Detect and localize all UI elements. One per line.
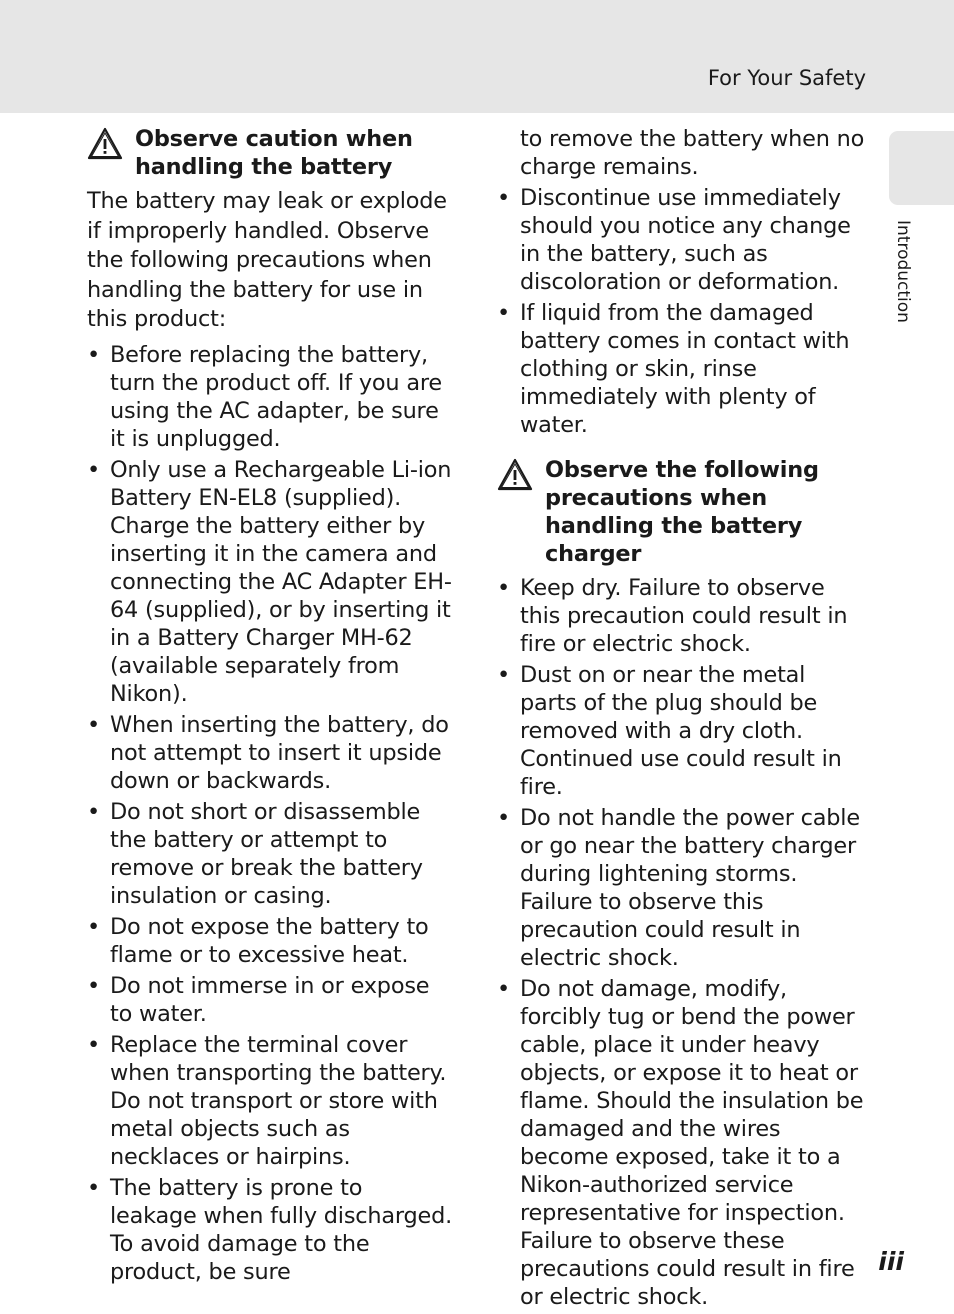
- battery-caution-heading: [87, 125, 455, 181]
- list-item: • Do not immerse in or expose to water.: [87, 972, 455, 1028]
- list-item-continuation: to remove the battery when no charge remains.: [520, 126, 865, 180]
- list-item: • Replace the terminal cover when transporting the battery. Do not transport or store with metal objects such as necklaces or hairpins.: [87, 1031, 455, 1171]
- list-item: • Do not expose the battery to flame or to excessive heat.: [87, 913, 455, 969]
- charger-caution-heading: [497, 456, 865, 568]
- warning-triangle-icon: [497, 458, 533, 492]
- header-band: [0, 0, 954, 113]
- battery-precautions-continued-list: [497, 125, 865, 439]
- left-column: [87, 125, 455, 1289]
- list-item: • Do not damage, modify, forcibly tug or bend the power cable, place it under heavy objects, or expose it to heat or flame. Should the insulation be damaged and the wires become exposed, take it to a Nikon-authorized service representative for inspection. Failure to observe these precautions could result in fire or electric shock.: [497, 975, 865, 1311]
- heading-text: Observe the following precautions when handling the battery charger: [545, 457, 819, 567]
- warning-triangle-icon: [87, 127, 123, 161]
- list-item: • Do not short or disassemble the battery or attempt to remove or break the battery insulation or casing.: [87, 798, 455, 910]
- list-item: • When inserting the battery, do not attempt to insert it upside down or backwards.: [87, 711, 455, 795]
- intro-paragraph: The battery may leak or explode if improperly handled. Observe the following precautions when handling the battery for use in this product:: [87, 188, 447, 332]
- charger-precautions-list: [497, 574, 865, 1311]
- list-item: • Keep dry. Failure to observe this precaution could result in fire or electric shock.: [497, 574, 865, 658]
- page-number: iii: [878, 1247, 904, 1276]
- chapter-tab-label: Introduction: [893, 220, 913, 323]
- list-item: • Do not handle the power cable or go near the battery charger during lightening storms. Failure to observe this precaution could result in electric shock.: [497, 804, 865, 972]
- battery-precautions-list: [87, 341, 455, 1286]
- heading-text: Observe caution when handling the battery: [135, 126, 413, 180]
- section-title: For Your Safety: [707, 66, 866, 90]
- list-item: • Only use a Rechargeable Li-ion Battery EN-EL8 (supplied). Charge the battery either by inserting it in the camera and connecting the AC Adapter EH-64 (supplied), or by inserting it in a Battery Charger MH-62 (available separately from Nikon).: [87, 456, 455, 708]
- right-column: [497, 125, 865, 1314]
- list-item: • The battery is prone to leakage when fully discharged. To avoid damage to the product, be sure: [87, 1174, 455, 1286]
- list-item: • Discontinue use immediately should you notice any change in the battery, such as discoloration or deformation.: [497, 184, 865, 296]
- list-item: • If liquid from the damaged battery comes in contact with clothing or skin, rinse immediately with plenty of water.: [497, 299, 865, 439]
- list-item: • Before replacing the battery, turn the product off. If you are using the AC adapter, be sure it is unplugged.: [87, 341, 455, 453]
- list-item: • Dust on or near the metal parts of the plug should be removed with a dry cloth. Continued use could result in fire.: [497, 661, 865, 801]
- chapter-tab: [889, 131, 954, 205]
